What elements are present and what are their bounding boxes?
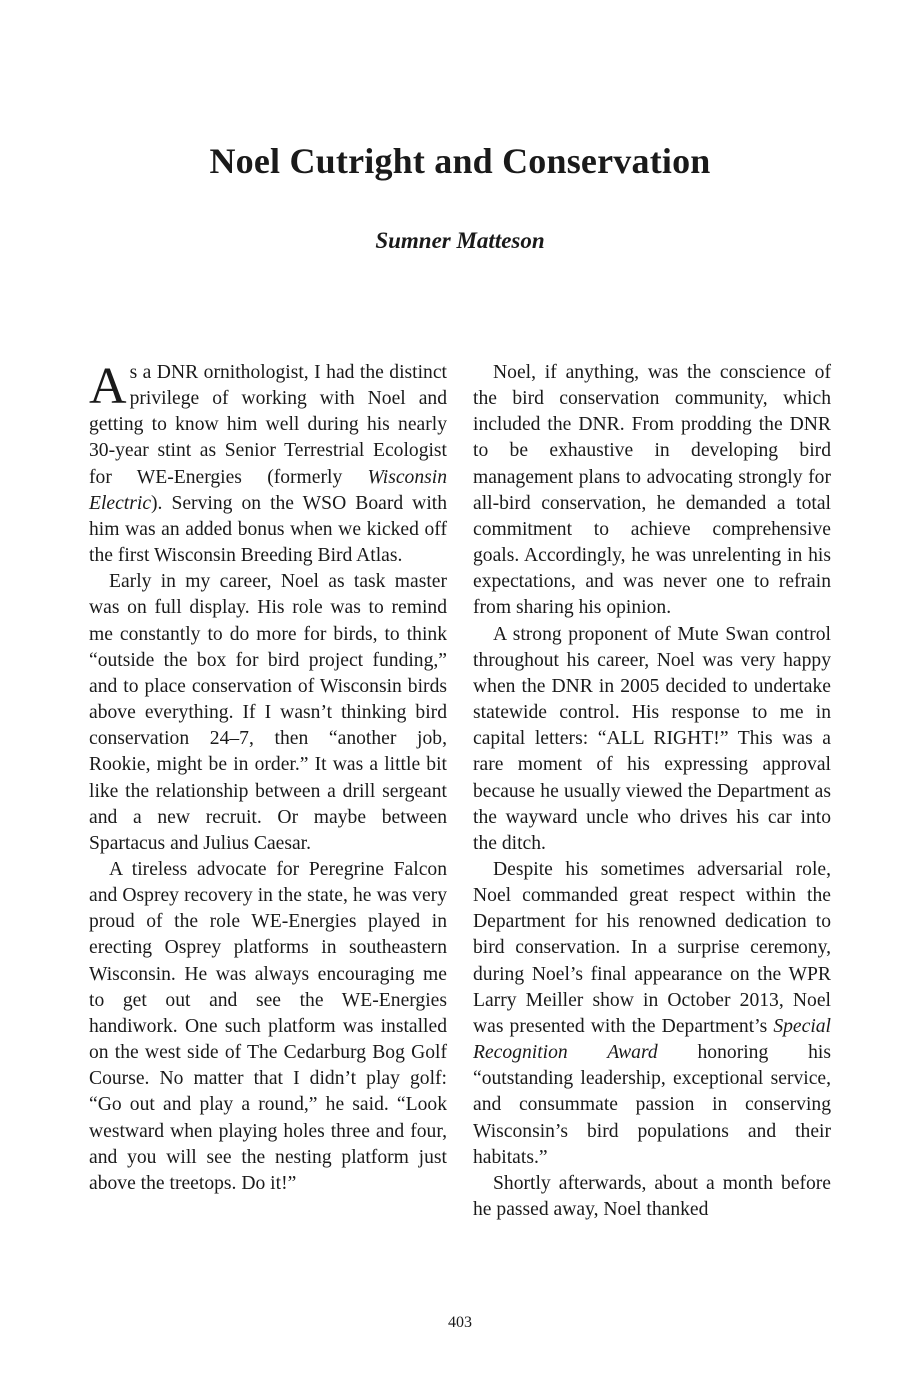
paragraph: Early in my career, Noel as task master was on full display. His role was to remind me constantly to do more for birds, to think “outside the box for bird project funding,” and to place conservation of Wisconsin birds above everything. If I wasn’t thinking bird conservation 24–7, then “another job, Rookie, might be in order.” It was a little bit like the relationship between a drill sergeant and a new recruit. Or maybe between Spartacus and Julius Caesar.	[89, 571, 447, 854]
article-author: Sumner Matteson	[375, 228, 545, 253]
drop-cap: A	[89, 358, 127, 415]
article-title: Noel Cutright and Conservation	[209, 141, 711, 181]
paragraph: A tireless advocate for Peregrine Falcon and Osprey recovery in the state, he was very proud of the role WE-Energies played in erecting Osprey platforms in southeastern Wisconsin. He was always encouraging me to get out and see the WE-Energies handiwork. One such platform was installed on the west side of The Cedarburg Bog Golf Course. No matter that I didn’t play golf: “Go out and play a round,” he said. “Look westward when playing holes three and four, and you will see the nesting platform just above the treetops. Do it!”	[89, 858, 447, 1194]
left-column	[89, 360, 447, 1197]
emphasis: Special Recognition Award	[473, 1015, 831, 1064]
paragraph: Noel, if anything, was the conscience of the bird conservation community, which included the DNR. From prodding the DNR to be exhaustive in developing bird management plans to advocating strongly for all-bird conservation, he demanded a total commitment to achieve comprehensive goals. Accordingly, he was unrelenting in his expectations, and was never one to refrain from sharing his opinion.	[473, 362, 831, 619]
page-number: 403	[448, 1314, 472, 1331]
paragraph: A strong proponent of Mute Swan control throughout his career, Noel was very happy when the DNR in 2005 decided to undertake statewide control. His response to me in capital letters: “ALL RIGHT!” This was a rare moment of his expressing approval because he usually viewed the Department as the wayward uncle who drives his car into the ditch.	[473, 623, 831, 854]
paragraph: As a DNR ornithologist, I had the distinct privilege of working with Noel and getting to know him well during his nearly 30-year stint as Senior Terrestrial Ecologist for WE-Energies (formerly Wisconsin Electric). Serving on the WSO Board with him was an added bonus when we kicked off the first Wisconsin Breeding Bird Atlas.	[89, 358, 447, 567]
right-column	[473, 360, 831, 1223]
paragraph: Despite his sometimes adversarial role, Noel commanded great respect within the Department for his renowned dedication to bird conservation. In a surprise ceremony, during Noel’s final appearance on the WPR Larry Meiller show in October 2013, Noel was presented with the Department’s Special Recognition Award honoring his “outstanding leadership, exceptional service, and consummate passion in conserving Wisconsin’s bird populations and their habitats.”	[473, 858, 831, 1168]
emphasis: Wisconsin Electric	[89, 466, 447, 514]
paragraph: Shortly afterwards, about a month before he passed away, Noel thanked	[473, 1172, 831, 1220]
